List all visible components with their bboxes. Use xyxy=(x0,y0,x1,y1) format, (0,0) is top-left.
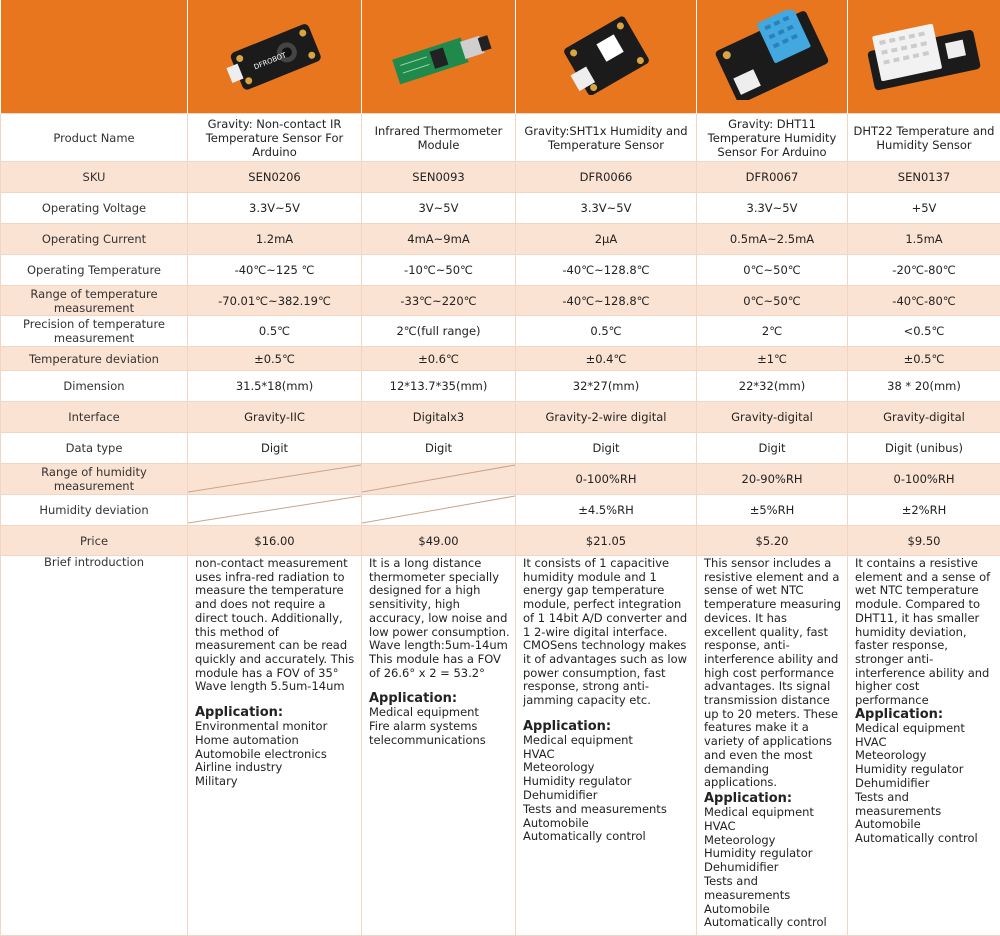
application-item: Tests and measurements xyxy=(704,875,842,903)
application-item: Medical equipment xyxy=(855,722,995,736)
application-heading: Application: xyxy=(855,708,995,722)
row-label: Humidity deviation xyxy=(1,495,188,526)
application-list xyxy=(369,706,510,747)
diagonal-strike xyxy=(188,495,361,525)
application-item: HVAC xyxy=(855,736,995,750)
spec-cell: -40℃~128.8℃ xyxy=(516,286,697,316)
spec-cell: 1.2mA xyxy=(188,224,362,255)
spec-row xyxy=(1,526,1000,556)
application-item: Automatically control xyxy=(704,916,842,930)
spec-cell: Infrared Thermometer Module xyxy=(362,114,516,162)
spec-cell: -40℃~125 ℃ xyxy=(188,255,362,286)
diagonal-strike xyxy=(362,464,515,494)
spec-row xyxy=(1,464,1000,495)
row-label: Operating Current xyxy=(1,224,188,255)
spec-cell: Digitalx3 xyxy=(362,402,516,433)
application-item: Humidity regulator xyxy=(704,847,842,861)
intro-text: non-contact measurement uses infra-red radiation to measure the temperature and does not require a direct touch. Additionally, this method of measurement can be read quickly and accurately. This module has a FOV of 35° Wave length 5.5um-14um xyxy=(195,557,356,694)
spec-cell: -40℃-80℃ xyxy=(848,286,1000,316)
spec-cell: 0.5mA~2.5mA xyxy=(697,224,848,255)
product-image-cell xyxy=(848,0,1000,114)
spec-row xyxy=(1,402,1000,433)
spec-cell: 0.5℃ xyxy=(516,316,697,347)
sht1x-sensor-image xyxy=(551,15,661,95)
spec-row xyxy=(1,162,1000,193)
spec-cell: 0.5℃ xyxy=(188,316,362,347)
intro-text: It contains a resistive element and a sense of wet NTC temperature module. Compared to DHT11, it has smaller humidity deviation, faster response, stronger anti-interference ability and higher cost performance xyxy=(855,557,995,708)
spec-cell: Gravity-2-wire digital xyxy=(516,402,697,433)
row-label: Data type xyxy=(1,433,188,464)
spec-cell: 0-100%RH xyxy=(848,464,1000,495)
intro-cell xyxy=(516,556,697,936)
application-item: Meteorology xyxy=(523,761,691,775)
spec-row xyxy=(1,371,1000,402)
spec-cell: 3.3V~5V xyxy=(697,193,848,224)
price-cell: $9.50 xyxy=(848,526,1000,556)
row-label: Temperature deviation xyxy=(1,347,188,371)
dht22-sensor-image xyxy=(859,10,989,100)
row-label: SKU xyxy=(1,162,188,193)
spec-cell: Digit xyxy=(362,433,516,464)
gravity-ir-sensor-image xyxy=(215,15,335,95)
application-list xyxy=(855,722,995,846)
application-item: Meteorology xyxy=(855,749,995,763)
application-item: Home automation xyxy=(195,734,356,748)
svg-text:DFROBOT: DFROBOT xyxy=(252,51,287,72)
spec-cell: Digit xyxy=(697,433,848,464)
spec-cell: -70.01℃~382.19℃ xyxy=(188,286,362,316)
product-image-cell xyxy=(697,0,848,114)
spec-cell: DHT22 Temperature and Humidity Sensor xyxy=(848,114,1000,162)
application-item: Automobile xyxy=(704,903,842,917)
spec-cell: 38 * 20(mm) xyxy=(848,371,1000,402)
price-cell: $16.00 xyxy=(188,526,362,556)
infrared-thermometer-module-image xyxy=(379,15,499,95)
spec-row xyxy=(1,286,1000,316)
spec-cell: ±1℃ xyxy=(697,347,848,371)
not-applicable-cell xyxy=(362,495,516,526)
application-item: HVAC xyxy=(523,748,691,762)
application-item: Airline industry xyxy=(195,761,356,775)
spec-cell: 0℃~50℃ xyxy=(697,286,848,316)
spec-cell: DFR0067 xyxy=(697,162,848,193)
spec-cell: ±0.5℃ xyxy=(848,347,1000,371)
spec-cell: Gravity-IIC xyxy=(188,402,362,433)
spec-cell: <0.5℃ xyxy=(848,316,1000,347)
spec-cell: SEN0206 xyxy=(188,162,362,193)
spec-cell: SEN0093 xyxy=(362,162,516,193)
spec-cell: +5V xyxy=(848,193,1000,224)
application-item: Automatically control xyxy=(855,832,995,846)
application-item: Medical equipment xyxy=(523,734,691,748)
product-image-cell xyxy=(362,0,516,114)
spec-cell: -20℃-80℃ xyxy=(848,255,1000,286)
spec-cell: 0℃~50℃ xyxy=(697,255,848,286)
application-item: Dehumidifier xyxy=(855,777,995,791)
dht11-sensor-image xyxy=(707,10,837,100)
spec-cell: 3.3V~5V xyxy=(516,193,697,224)
application-list xyxy=(704,806,842,930)
product-image-cell xyxy=(516,0,697,114)
price-cell: $5.20 xyxy=(697,526,848,556)
intro-text: It is a long distance thermometer specially designed for a high sensitivity, high accuracy, low noise and low power consumption. Wave length:5um-14um This module has a FOV of 26.6° x 2 = 53.2° xyxy=(369,557,510,680)
spec-row xyxy=(1,495,1000,526)
application-item: HVAC xyxy=(704,820,842,834)
image-row xyxy=(1,0,1000,114)
spec-cell: 31.5*18(mm) xyxy=(188,371,362,402)
spec-row xyxy=(1,347,1000,371)
spec-cell: 0-100%RH xyxy=(516,464,697,495)
application-item: Automobile xyxy=(855,818,995,832)
spec-cell: 3V~5V xyxy=(362,193,516,224)
application-list xyxy=(195,720,356,789)
diagonal-strike xyxy=(362,495,515,525)
application-item: Dehumidifier xyxy=(704,861,842,875)
application-item: telecommunications xyxy=(369,734,510,748)
spec-cell: DFR0066 xyxy=(516,162,697,193)
application-list xyxy=(523,734,691,844)
not-applicable-cell xyxy=(362,464,516,495)
spec-row xyxy=(1,193,1000,224)
spec-cell: ±2%RH xyxy=(848,495,1000,526)
intro-cell xyxy=(848,556,1000,936)
spec-cell: 32*27(mm) xyxy=(516,371,697,402)
spec-cell: 2μA xyxy=(516,224,697,255)
spec-cell: ±5%RH xyxy=(697,495,848,526)
application-item: Tests and measurements xyxy=(523,803,691,817)
row-label: Range of temperature measurement xyxy=(1,286,188,316)
spec-row xyxy=(1,255,1000,286)
application-item: Environmental monitor xyxy=(195,720,356,734)
row-label: Product Name xyxy=(1,114,188,162)
intro-text: This sensor includes a resistive element and a sense of wet NTC temperature measuring devices. It has excellent quality, fast response, anti-interference ability and high cost performance advantages. Its signal transmission distance up to 20 meters. These features make it a variety of applications and even the most demanding applications. xyxy=(704,557,842,790)
application-item: Military xyxy=(195,775,356,789)
row-label: Range of humidity measurement xyxy=(1,464,188,495)
spec-cell: ±4.5%RH xyxy=(516,495,697,526)
not-applicable-cell xyxy=(188,464,362,495)
application-item: Humidity regulator xyxy=(855,763,995,777)
application-item: Medical equipment xyxy=(704,806,842,820)
spec-cell: -10℃~50℃ xyxy=(362,255,516,286)
application-item: Tests and measurements xyxy=(855,791,995,819)
price-cell: $21.05 xyxy=(516,526,697,556)
spec-cell: ±0.5℃ xyxy=(188,347,362,371)
spec-cell: 3.3V~5V xyxy=(188,193,362,224)
row-label: Precision of temperature measurement xyxy=(1,316,188,347)
spec-cell: Gravity:SHT1x Humidity and Temperature Sensor xyxy=(516,114,697,162)
spec-cell: -40℃~128.8℃ xyxy=(516,255,697,286)
spec-cell: 1.5mA xyxy=(848,224,1000,255)
header-empty-cell xyxy=(1,0,188,114)
spec-row xyxy=(1,433,1000,464)
product-image-cell xyxy=(188,0,362,114)
spec-cell: ±0.6℃ xyxy=(362,347,516,371)
application-heading: Application: xyxy=(195,706,356,720)
spec-cell: 22*32(mm) xyxy=(697,371,848,402)
spec-row xyxy=(1,114,1000,162)
spec-cell: SEN0137 xyxy=(848,162,1000,193)
application-item: Humidity regulator xyxy=(523,775,691,789)
intro-cell xyxy=(188,556,362,936)
row-label: Interface xyxy=(1,402,188,433)
application-item: Automobile electronics xyxy=(195,748,356,762)
row-label: Operating Temperature xyxy=(1,255,188,286)
spec-cell: Gravity-digital xyxy=(697,402,848,433)
application-item: Dehumidifier xyxy=(523,789,691,803)
spec-cell: ±0.4℃ xyxy=(516,347,697,371)
spec-cell: Gravity-digital xyxy=(848,402,1000,433)
application-item: Automatically control xyxy=(523,830,691,844)
price-cell: $49.00 xyxy=(362,526,516,556)
diagonal-strike xyxy=(188,464,361,494)
application-heading: Application: xyxy=(523,720,691,734)
spec-cell: 12*13.7*35(mm) xyxy=(362,371,516,402)
intro-cell xyxy=(697,556,848,936)
not-applicable-cell xyxy=(188,495,362,526)
spec-cell: Digit (unibus) xyxy=(848,433,1000,464)
application-heading: Application: xyxy=(369,692,510,706)
spec-row xyxy=(1,224,1000,255)
spec-cell: Gravity: DHT11 Temperature Humidity Sensor For Arduino xyxy=(697,114,848,162)
spec-cell: 4mA~9mA xyxy=(362,224,516,255)
spec-cell: 2℃(full range) xyxy=(362,316,516,347)
intro-cell xyxy=(362,556,516,936)
row-label: Operating Voltage xyxy=(1,193,188,224)
spec-cell: Digit xyxy=(188,433,362,464)
application-item: Meteorology xyxy=(704,834,842,848)
row-label: Price xyxy=(1,526,188,556)
intro-text: It consists of 1 capacitive humidity module and 1 energy gap temperature module, perfect integration of 1 14bit A/D converter and 1 2-wire digital interface. CMOSens technology makes it of advantages such as low power consumption, fast response, strong anti-jamming capacity etc. xyxy=(523,557,691,708)
application-item: Automobile xyxy=(523,817,691,831)
spec-cell: 2℃ xyxy=(697,316,848,347)
application-heading: Application: xyxy=(704,792,842,806)
application-item: Medical equipment xyxy=(369,706,510,720)
intro-row xyxy=(1,556,1000,936)
spec-cell: Gravity: Non-contact IR Temperature Sensor For Arduino xyxy=(188,114,362,162)
spec-row xyxy=(1,316,1000,347)
application-item: Fire alarm systems xyxy=(369,720,510,734)
spec-cell: Digit xyxy=(516,433,697,464)
row-label: Brief introduction xyxy=(1,556,188,936)
row-label: Dimension xyxy=(1,371,188,402)
spec-cell: -33℃~220℃ xyxy=(362,286,516,316)
spec-cell: 20-90%RH xyxy=(697,464,848,495)
